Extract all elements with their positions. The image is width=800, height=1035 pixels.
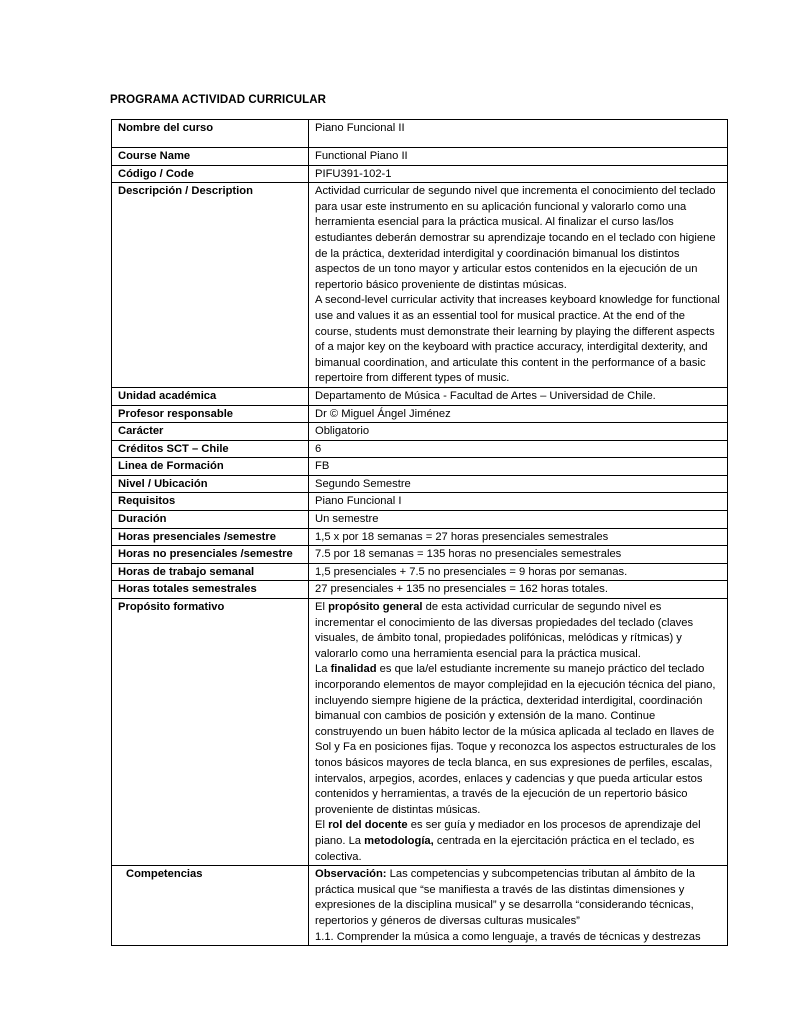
table-row: [112, 458, 728, 476]
row-label: Horas no presenciales /semestre: [112, 546, 309, 564]
table-row: [112, 387, 728, 405]
row-label: Código / Code: [112, 165, 309, 183]
row-label: Duración: [112, 511, 309, 529]
competency-item: 1.1. Comprender la música a como lenguaje, a través de técnicas y destrezas: [315, 930, 701, 943]
credits: 6: [309, 440, 728, 458]
document-title: PROGRAMA ACTIVIDAD CURRICULAR: [110, 94, 327, 106]
academic-unit: Departamento de Música - Facultad de Artes – Universidad de Chile.: [309, 387, 728, 405]
row-label: Nombre del curso: [112, 120, 309, 148]
row-label: Descripción / Description: [112, 183, 309, 388]
table-row: [112, 511, 728, 529]
table-row: [112, 493, 728, 511]
table-row: [112, 165, 728, 183]
row-label: Horas de trabajo semanal: [112, 563, 309, 581]
row-label: Linea de Formación: [112, 458, 309, 476]
purpose-paragraph-1: El propósito general de esta actividad curricular de segundo nivel es incrementar el conocimiento de las diversas propiedades del teclado (claves visuales, de ámbito tonal, propiedades polifónicas, melódicas y rítmicas) y valorarlo como una herramienta esencial para la práctica musical.: [315, 601, 694, 660]
description-spanish: Actividad curricular de segundo nivel que incrementa el conocimiento del teclado para usar este instrumento en su aplicación funcional y valorarlo como una herramienta esencial para la práctica musical. Al finalizar el curso las/los estudiantes deberán demostrar su aprendizaje tocando en el teclado con higiene de la práctica, dexteridad interdigital y coordinación bimanual los distintos aspectos de un tono mayor y articular estos contenidos en la ejecución de un repertorio básico proveniente de distintas músicas.: [315, 185, 716, 291]
table-row: [112, 866, 728, 945]
description-english: A second-level curricular activity that increases keyboard knowledge for functional use and values it as an essential tool for musical practice. At the end of the course, students must demonstrate their learning by playing the different aspects of a major key on the keyboard with practice accuracy, interdigital dexterity, and bimanual coordination, and articulate this content in the performance of a basic repertoire from different types of music.: [315, 294, 720, 385]
table-row: [112, 440, 728, 458]
competencies-observation: Observación: Las competencias y subcompetencias tributan al ámbito de la práctica musical que “se manifiesta a través de las distintas dimensiones y expresiones de la disciplina musical” y se desarrolla “considerando técnicas, repertorios y géneros de diversas culturas musicales”: [315, 868, 695, 927]
row-label: Nivel / Ubicación: [112, 475, 309, 493]
purpose-paragraph-3: El rol del docente es ser guía y mediador en los procesos de aprendizaje del piano. La metodología, centrada en la ejercitación práctica en el teclado, es colectiva.: [315, 819, 701, 863]
table-row: [112, 423, 728, 441]
duration: Un semestre: [309, 511, 728, 529]
program-table: [111, 119, 728, 946]
level: Segundo Semestre: [309, 475, 728, 493]
training-line: FB: [309, 458, 728, 476]
table-row: [112, 475, 728, 493]
row-label: Horas totales semestrales: [112, 581, 309, 599]
table-row: [112, 405, 728, 423]
course-code: PIFU391-102-1: [309, 165, 728, 183]
in-person-hours: 1,5 x por 18 semanas = 27 horas presenciales semestrales: [309, 528, 728, 546]
table-row: [112, 581, 728, 599]
row-label: Carácter: [112, 423, 309, 441]
total-hours: 27 presenciales + 135 no presenciales = 162 horas totales.: [309, 581, 728, 599]
table-row: [112, 546, 728, 564]
row-label: Créditos SCT – Chile: [112, 440, 309, 458]
purpose-paragraph-2: La finalidad es que la/el estudiante incremente su manejo práctico del teclado incorporando elementos de mayor complejidad en la ejecución técnica del piano, incluyendo siempre higiene de la práctica, dexteridad interdigital, coordinación bimanual con cambios de posición y extensión de la mano. Continue construyendo un buen hábito lector de la música aplicada al teclado en llaves de Sol y Fa en posiciones fijas. Toque y reconozca los aspectos estructurales de los tonos básicos mayores de tecla blanca, en sus expresiones de perfiles, escalas, intervalos, arpegios, acordes, enlaces y cadencias y que pueda articular estos contenidos y herramientas, a través de la ejecución de un repertorio básico proveniente de distintas músicas.: [315, 663, 716, 816]
row-label: Competencias: [112, 866, 309, 945]
professor: Dr © Miguel Ángel Jiménez: [309, 405, 728, 423]
purpose-cell: [309, 599, 728, 866]
table-row: [112, 120, 728, 148]
table-row: [112, 183, 728, 388]
course-name-en: Functional Piano II: [309, 148, 728, 166]
table-row: [112, 148, 728, 166]
row-label: Unidad académica: [112, 387, 309, 405]
character: Obligatorio: [309, 423, 728, 441]
requirements: Piano Funcional I: [309, 493, 728, 511]
row-label: Requisitos: [112, 493, 309, 511]
description-cell: [309, 183, 728, 388]
table-row: [112, 528, 728, 546]
row-label: Horas presenciales /semestre: [112, 528, 309, 546]
competencies-cell: [309, 866, 728, 945]
course-name-es: Piano Funcional II: [309, 120, 728, 148]
table-row: [112, 599, 728, 866]
weekly-hours: 1,5 presenciales + 7.5 no presenciales = 9 horas por semanas.: [309, 563, 728, 581]
table-row: [112, 563, 728, 581]
row-label: Course Name: [112, 148, 309, 166]
row-label: Propósito formativo: [112, 599, 309, 866]
remote-hours: 7.5 por 18 semanas = 135 horas no presenciales semestrales: [309, 546, 728, 564]
row-label: Profesor responsable: [112, 405, 309, 423]
